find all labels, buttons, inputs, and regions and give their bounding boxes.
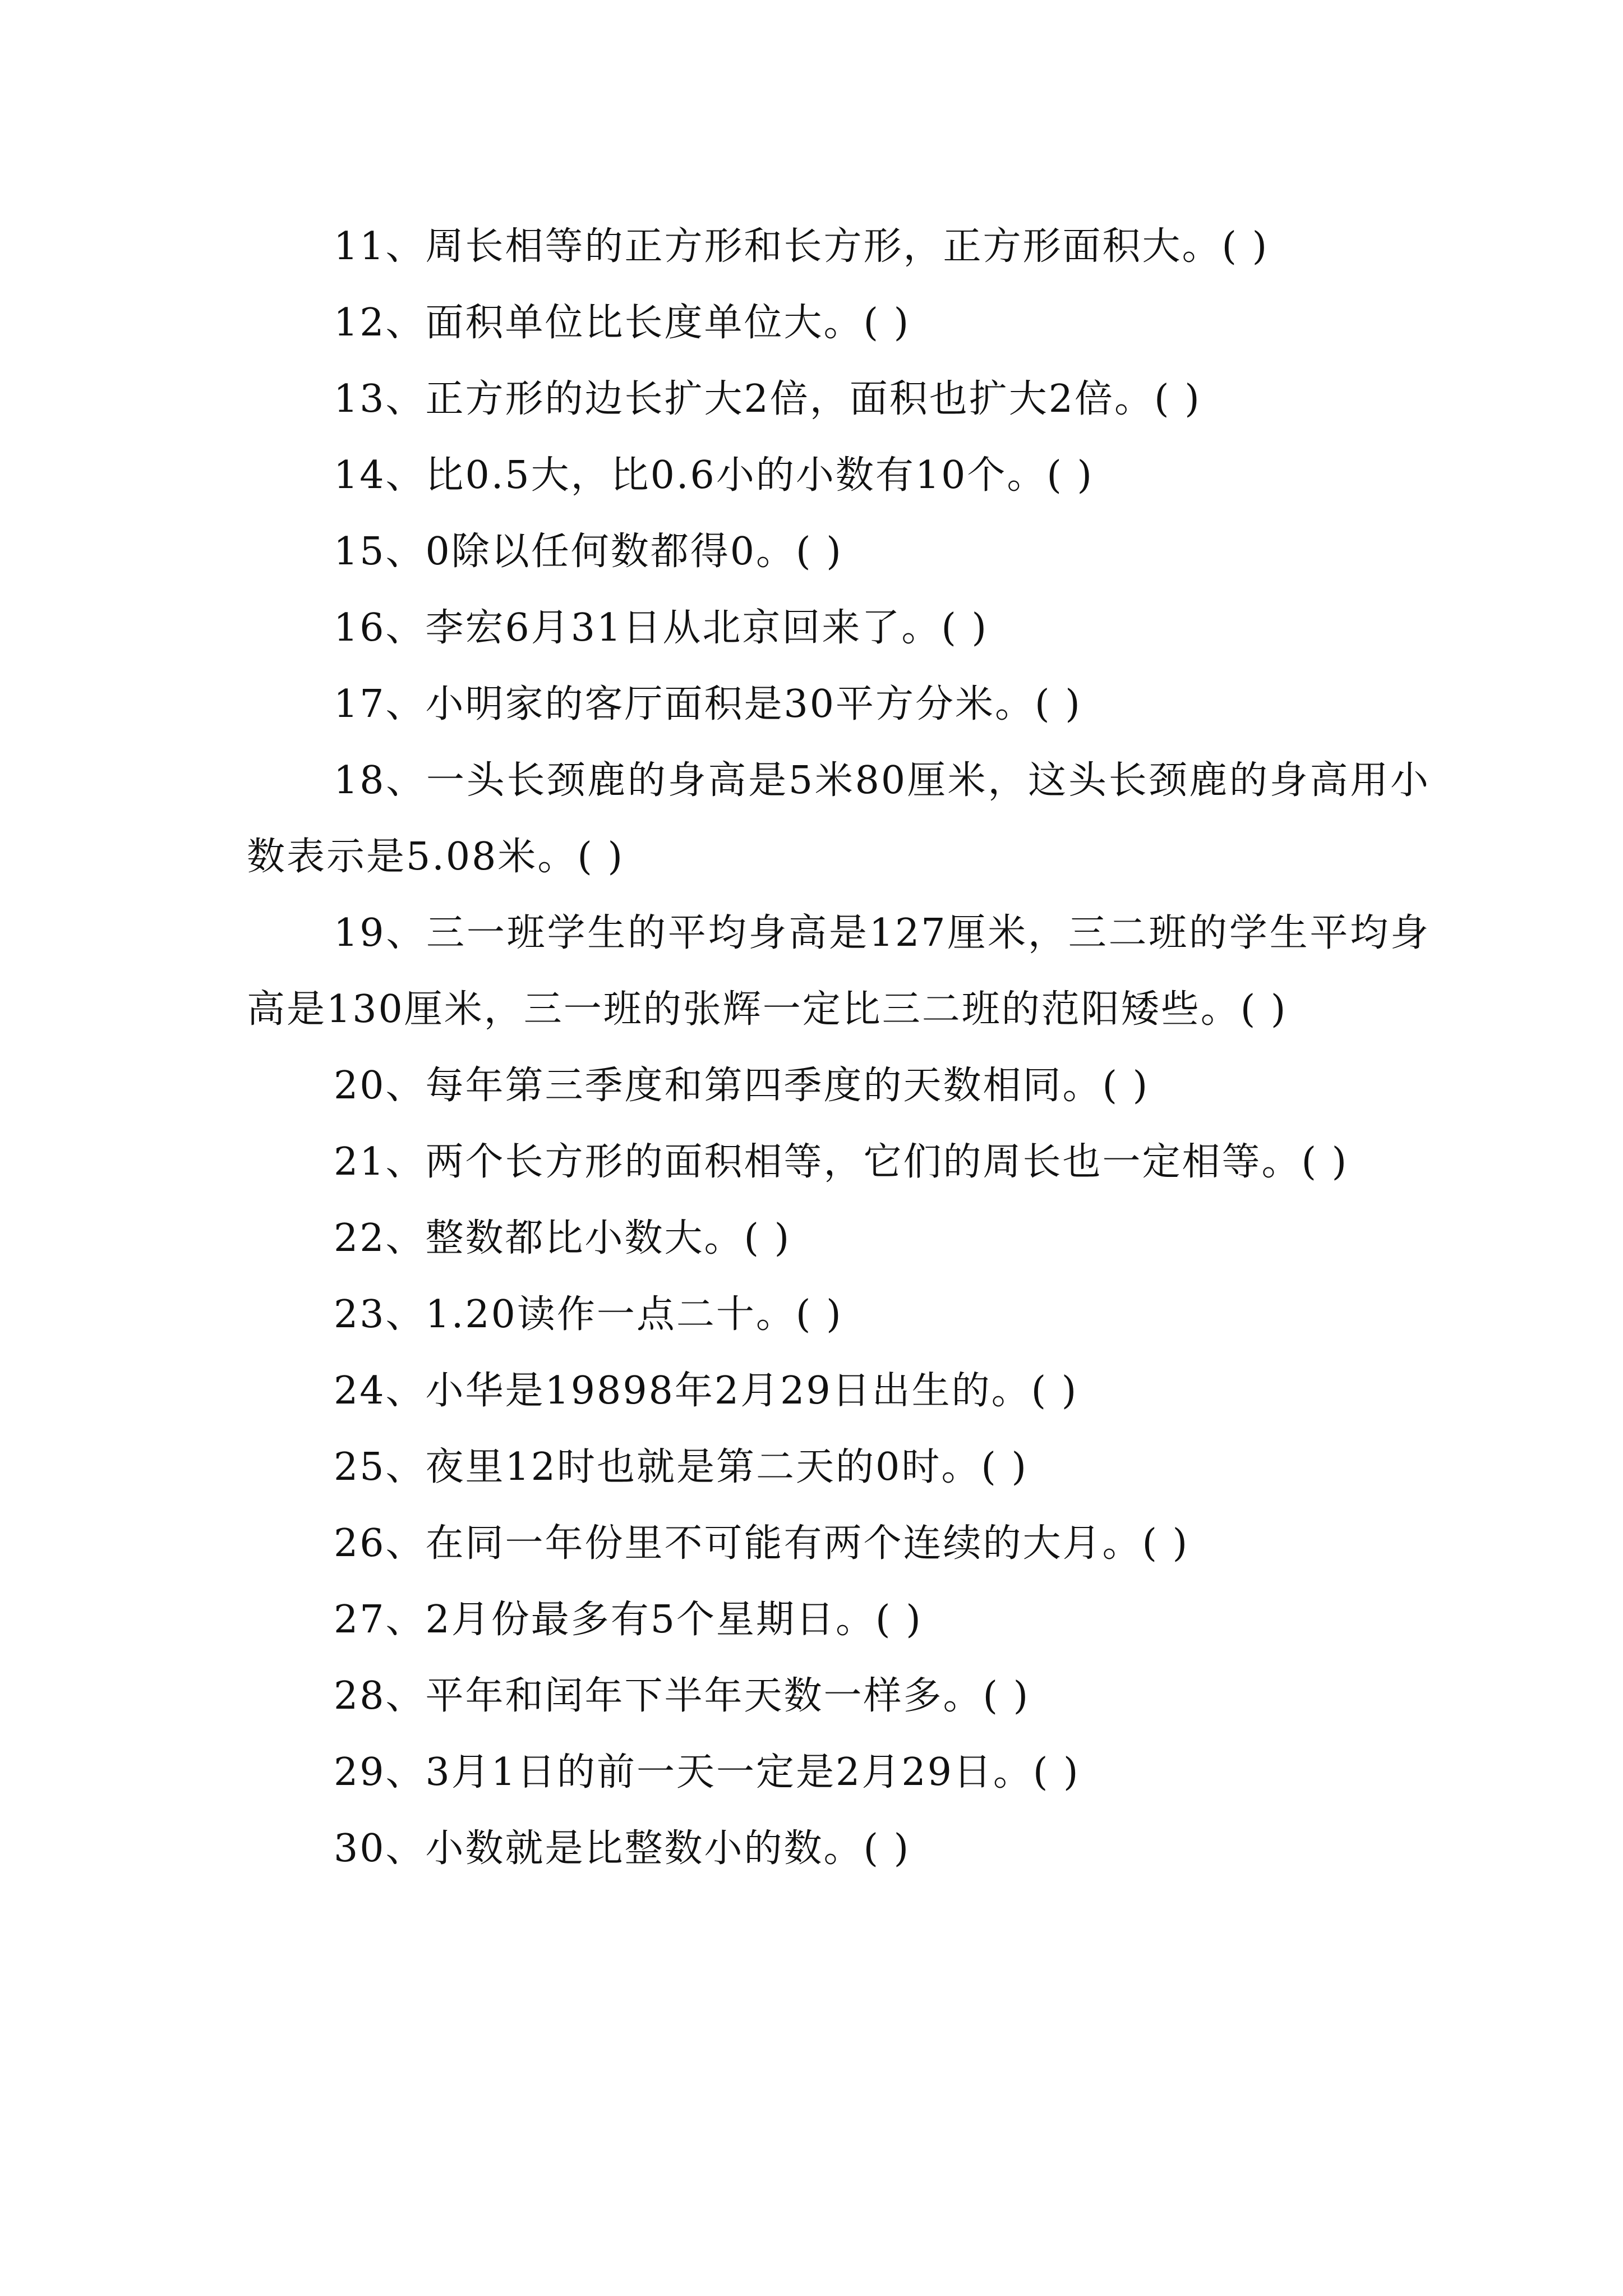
question-24: 24、小华是19898年2月29日出生的。( ) [334, 1369, 1078, 1413]
question-15: 15、0除以任何数都得0。( ) [334, 530, 843, 574]
question-29: 29、3月1日的前一天一定是2月29日。( ) [334, 1750, 1080, 1795]
question-13: 13、正方形的边长扩大2倍，面积也扩大2倍。( ) [334, 377, 1201, 421]
question-12: 12、面积单位比长度单位大。( ) [334, 301, 911, 345]
question-14: 14、比0.5大，比0.6小的小数有10个。( ) [334, 453, 1094, 498]
question-27: 27、2月份最多有5个星期日。( ) [334, 1598, 923, 1642]
question-11: 11、周长相等的正方形和长方形，正方形面积大。( ) [334, 224, 1269, 269]
question-17: 17、小明家的客厅面积是30平方分米。( ) [334, 682, 1082, 726]
question-18: 18、一头长颈鹿的身高是5米80厘米，这头长颈鹿的身高用小数表示是5.08米。( ) [247, 758, 1430, 879]
question-20: 20、每年第三季度和第四季度的天数相同。( ) [334, 1064, 1150, 1108]
question-21: 21、两个长方形的面积相等，它们的周长也一定相等。( ) [334, 1140, 1349, 1184]
question-16: 16、李宏6月31日从北京回来了。( ) [334, 606, 988, 650]
question-26: 26、在同一年份里不可能有两个连续的大月。( ) [334, 1521, 1189, 1566]
question-22: 22、整数都比小数大。( ) [334, 1216, 791, 1260]
question-23: 23、1.20读作一点二十。( ) [334, 1292, 843, 1337]
question-28: 28、平年和闰年下半年天数一样多。( ) [334, 1674, 1030, 1718]
question-19: 19、三一班学生的平均身高是127厘米，三二班的学生平均身高是130厘米，三一班的张辉一定比三二班的范阳矮些。( ) [247, 911, 1430, 1032]
question-25: 25、夜里12时也就是第二天的0时。( ) [334, 1445, 1028, 1489]
question-30: 30、小数就是比整数小的数。( ) [334, 1826, 911, 1871]
question-list [247, 209, 1430, 1887]
